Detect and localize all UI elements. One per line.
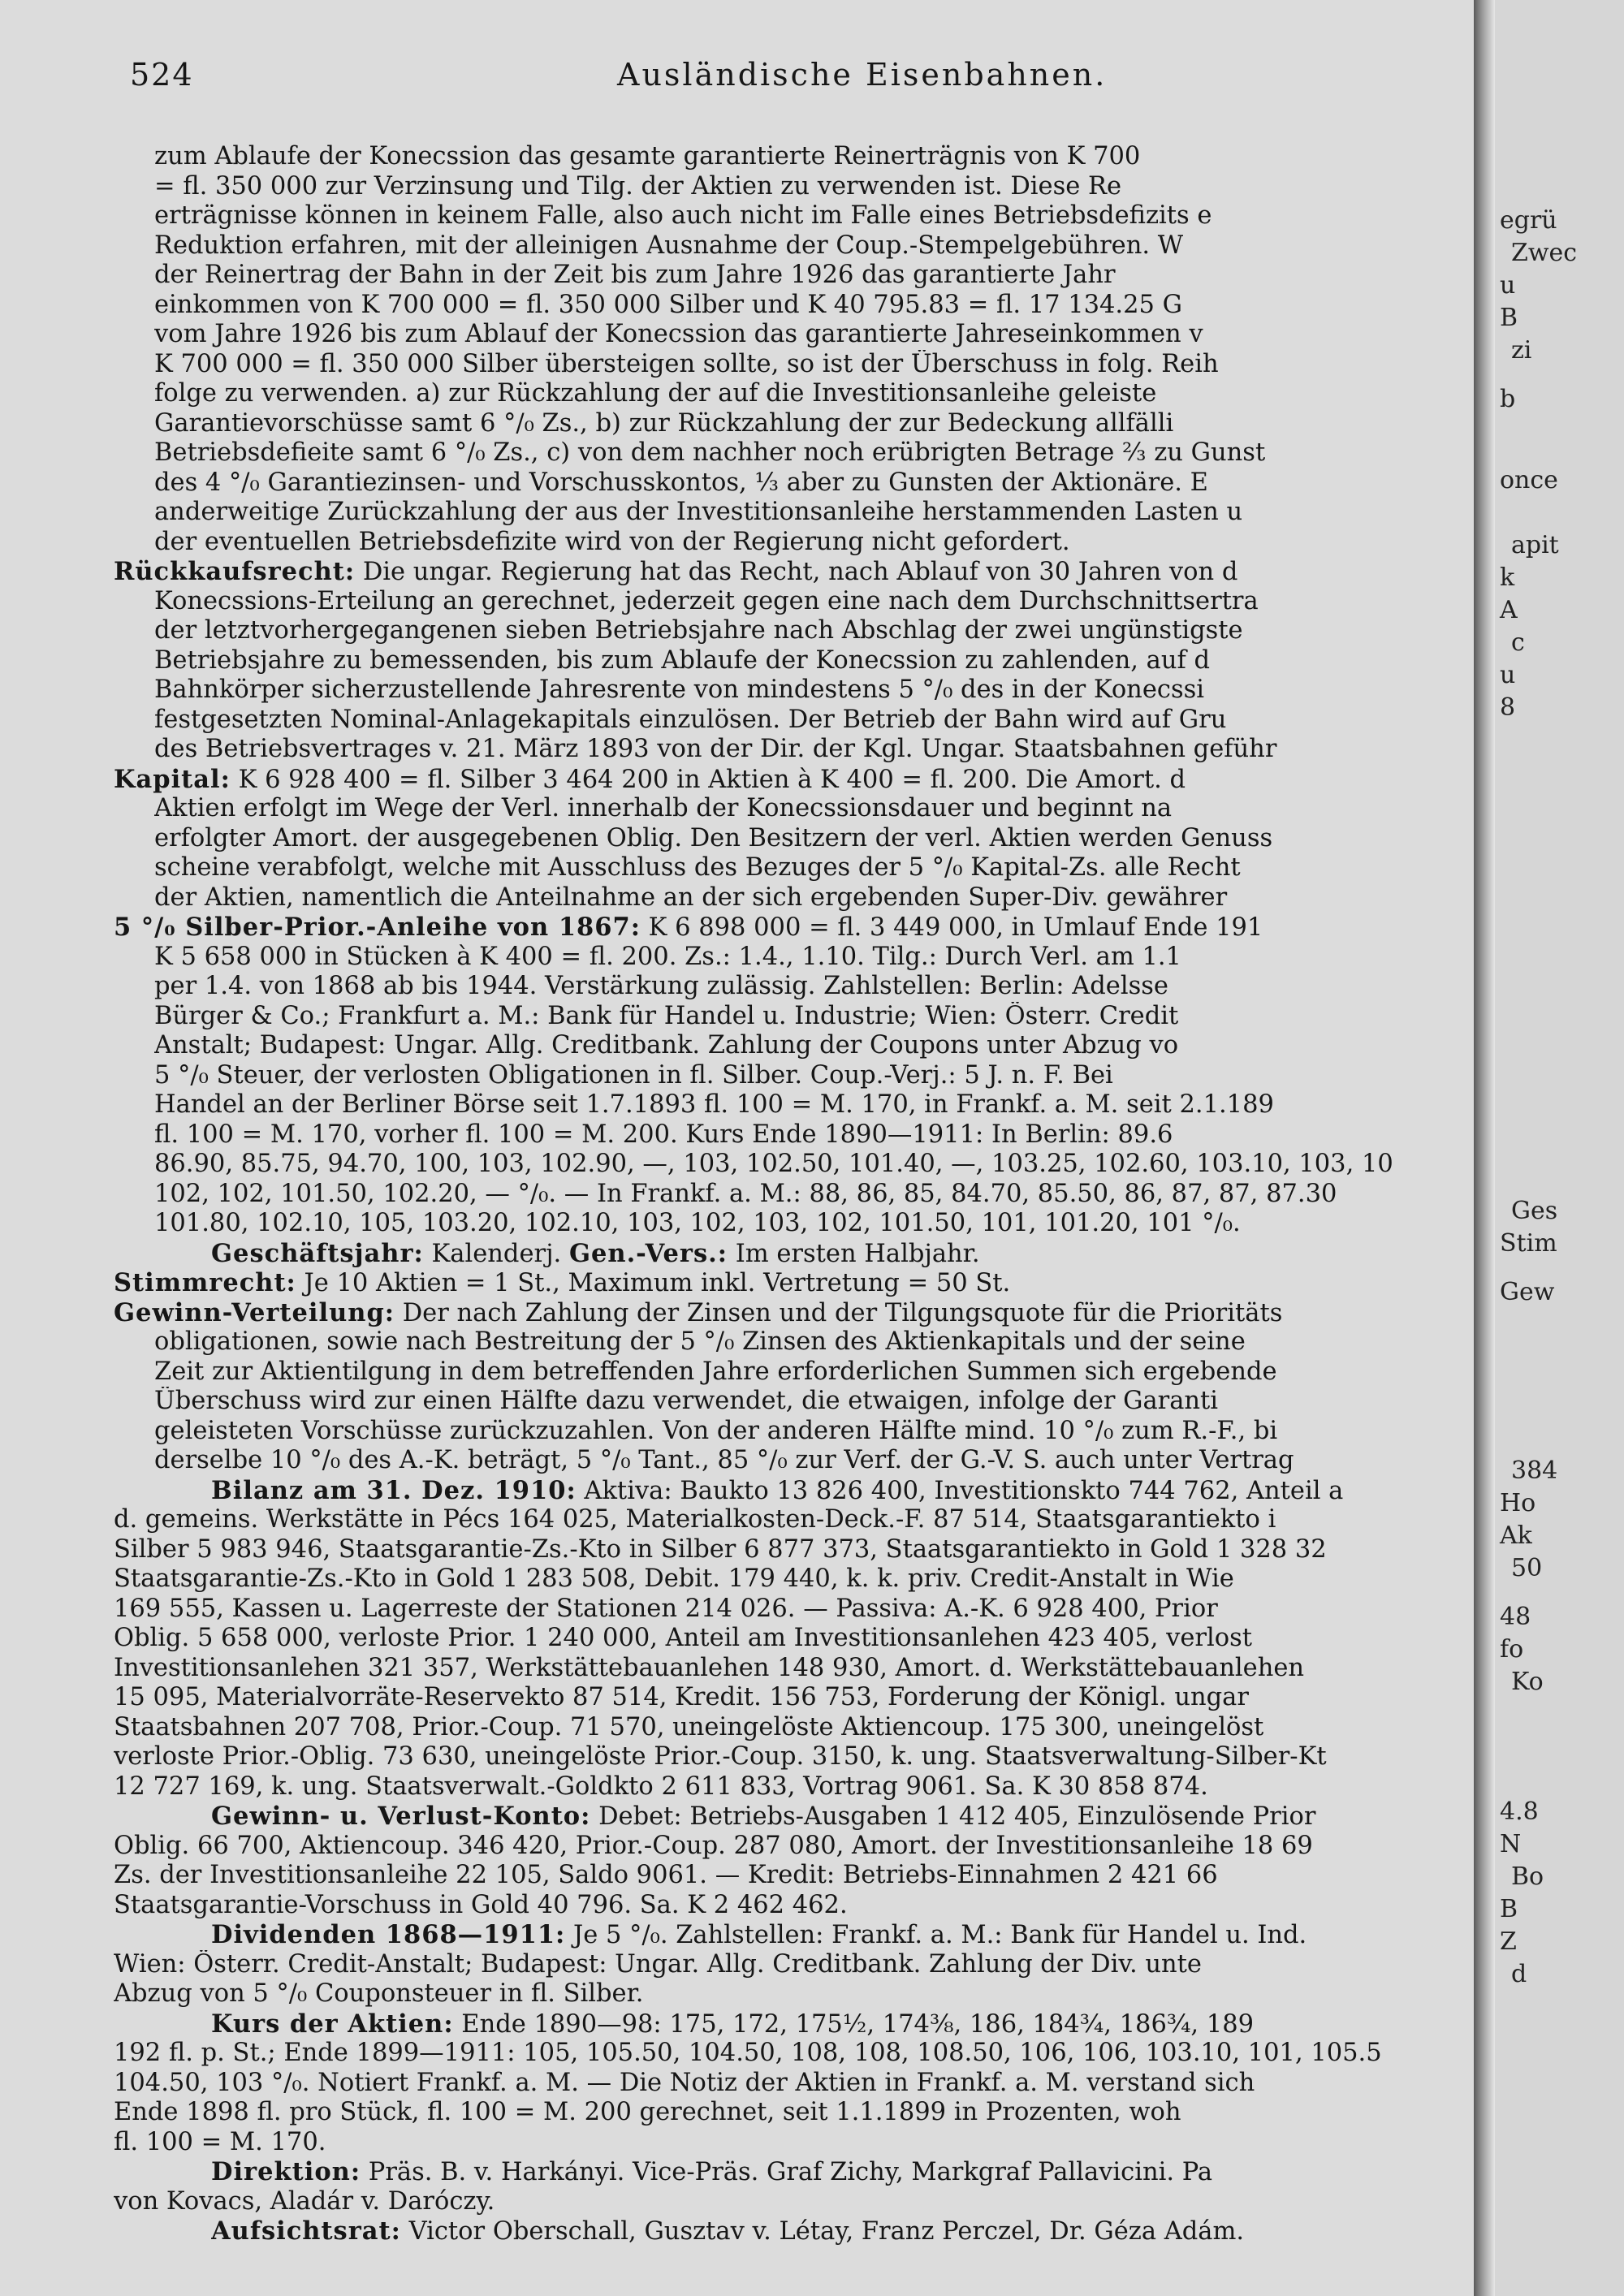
entry-text: Konecssions-Erteilung an gerechnet, jederzeit gegen eine nach dem Durchschnittsertra [154,586,1259,615]
page-number: 524 [130,57,194,93]
text-line [114,1535,1474,1565]
entry-label: Direktion: [211,2157,361,2186]
entry-text: Reduktion erfahren, mit der alleinigen Ausnahme der Coup.-Stempelgebühren. W [154,231,1184,260]
text-line [114,1298,1474,1328]
text-line [154,587,1474,617]
text-line [154,706,1474,736]
text-line [154,1209,1474,1239]
text-line [154,616,1474,646]
text-line [114,1950,1474,1980]
text-line [114,1832,1474,1862]
text-line [211,2009,1474,2039]
entry-text: Betriebsdefieite samt 6 °/₀ Zs., c) von dem nachher noch erübrigten Betrage ²⁄₃ zu Gunst [154,438,1266,467]
text-line [154,972,1474,1002]
text-line [154,379,1474,409]
adjacent-page-text: apit [1511,531,1559,559]
text-line [114,1683,1474,1713]
text-line [154,291,1474,321]
text-line [154,883,1474,913]
text-line [114,1268,1474,1298]
entry-text: des Betriebsvertrages v. 21. März 1893 von der Dir. der Kgl. Ungar. Staatsbahnen geführ [154,735,1277,763]
adjacent-page-text: once [1500,466,1558,494]
entry-text: von Kovacs, Aladár v. Daróczy. [114,2186,495,2216]
entry-text: 169 555, Kassen u. Lagerreste der Stationen 214 026. — Passiva: A.-K. 6 928 400, Prior [114,1594,1218,1623]
text-line [154,261,1474,291]
text-line [211,1476,1474,1506]
entry-text: Kalenderj. [423,1239,569,1268]
adjacent-page-text: b [1500,385,1516,413]
entry-text: Staatsgarantie-Vorschuss in Gold 40 796. Sa. K 2 462 462. [114,1890,848,1919]
text-line [154,498,1474,528]
text-line [154,1357,1474,1388]
entry-text: des 4 °/₀ Garantiezinsen- und Vorschusskontos, ¹⁄₃ aber zu Gunsten der Aktionäre. E [154,468,1208,497]
entry-text: einkommen von K 700 000 = fl. 350 000 Silber und K 40 795.83 = fl. 17 134.25 G [154,290,1182,319]
adjacent-page-text: Bo [1511,1862,1544,1891]
adjacent-page-text: u [1500,661,1516,689]
entry-text: Aktien erfolgt im Wege der Verl. innerhalb der Konecssionsdauer und beginnt na [154,794,1173,822]
text-line [154,468,1474,498]
text-line [154,1031,1474,1061]
text-line [114,2039,1474,2069]
body-text [114,142,1474,2246]
entry-text: der Reinertrag der Bahn in der Zeit bis zum Jahre 1926 das garantierte Jahr [154,261,1116,289]
entry-text: Zs. der Investitionsanleihe 22 105, Saldo 9061. — Kredit: Betriebs-Einnahmen 2 421 66 [114,1861,1218,1889]
entry-label: Kurs der Aktien: [211,2009,454,2039]
text-line [114,1564,1474,1595]
entry-text: K 5 658 000 in Stücken à K 400 = fl. 200. Zs.: 1.4., 1.10. Tilg.: Durch Verl. am 1.1 [154,942,1181,971]
text-line [114,2187,1474,2217]
adjacent-page-text: Ho [1500,1489,1536,1517]
entry-text: Investitionsanlehen 321 357, Werkstättebauanlehen 148 930, Amort. d. Werkstättebauanlehen [114,1653,1305,1682]
text-line [211,1239,1474,1269]
entry-text: K 700 000 = fl. 350 000 Silber übersteigen sollte, so ist der Überschuss in folg. Reih [154,349,1219,378]
page-header [130,57,1429,97]
entry-text: Oblig. 66 700, Aktiencoup. 346 420, Prior.-Coup. 287 080, Amort. der Investitionsanleihe 18 69 [114,1831,1313,1860]
text-line [211,2216,1474,2246]
entry-text: 15 095, Materialvorräte-Reservekto 87 514, Kredit. 156 753, Forderung der Königl. ungar [114,1683,1249,1711]
entry-text: geleisteten Vorschüsse zurückzuzahlen. Von der anderen Hälfte mind. 10 °/₀ zum R.-F., bi [154,1416,1278,1445]
adjacent-page-text: d [1511,1960,1527,1988]
text-line [114,1505,1474,1535]
entry-label: Dividenden 1868—1911: [211,1920,566,1949]
adjacent-page-text: u [1500,271,1516,300]
adjacent-page-text: c [1511,628,1525,657]
entry-text: Zeit zur Aktientilgung in dem betreffenden Jahre erforderlichen Summen sich ergebende [154,1357,1277,1386]
text-line [114,1772,1474,1802]
text-line [114,1742,1474,1772]
entry-text: 86.90, 85.75, 94.70, 100, 103, 102.90, —, 103, 102.50, 101.40, —, 103.25, 102.60, 103.10, 103, 10 [154,1150,1393,1178]
entry-label: Gewinn-Verteilung: [114,1297,395,1327]
entry-label: Kapital: [114,764,231,794]
entry-text: Debet: Betriebs-Ausgaben 1 412 405, Einzulösende Prior [590,1802,1316,1831]
entry-text: Abzug von 5 °/₀ Couponsteuer in fl. Silber. [114,1979,644,2008]
entry-text: K 6 898 000 = fl. 3 449 000, in Umlauf Ende 191 [640,913,1263,942]
entry-text: Überschuss wird zur einen Hälfte dazu verwendet, die etwaigen, infolge der Garanti [154,1387,1219,1415]
text-line [154,1417,1474,1447]
text-line [114,2069,1474,2099]
entry-text: Der nach Zahlung der Zinsen und der Tilgungsquote für die Prioritäts [395,1298,1283,1327]
entry-text: Staatsbahnen 207 708, Prior.-Coup. 71 570, uneingelöste Aktiencoup. 175 300, uneingelöst [114,1712,1264,1741]
text-line [154,172,1474,202]
text-line [154,320,1474,350]
adjacent-page-text: egrü [1500,206,1557,235]
entry-text: Wien: Österr. Credit-Anstalt; Budapest: Ungar. Allg. Creditbank. Zahlung der Div. unte [114,1949,1202,1979]
running-title: Ausländische Eisenbahnen. [617,57,1108,93]
entry-text: derselbe 10 °/₀ des A.-K. beträgt, 5 °/₀ Tant., 85 °/₀ zur Verf. der G.-V. S. auch unter Vertrag [154,1446,1294,1474]
text-line [154,1387,1474,1417]
adjacent-page-text: B [1500,304,1518,332]
text-line [154,675,1474,706]
entry-text: 102, 102, 101.50, 102.20, — °/₀. — In Frankf. a. M.: 88, 86, 85, 84.70, 85.50, 86, 87, 87, 87.30 [154,1179,1337,1208]
text-line [154,794,1474,824]
entry-text: Handel an der Berliner Börse seit 1.7.1893 fl. 100 = M. 170, in Frankf. a. M. seit 2.1.189 [154,1090,1274,1119]
text-line [114,1595,1474,1625]
entry-text: der Aktien, namentlich die Anteilnahme an der sich ergebenden Super-Div. gewährer [154,883,1228,912]
entry-text: Oblig. 5 658 000, verloste Prior. 1 240 000, Anteil am Investitionsanlehen 423 405, verlost [114,1624,1253,1652]
text-line [154,1180,1474,1210]
text-line [114,1654,1474,1684]
text-line [114,2098,1474,2128]
entry-label: Stimmrecht: [114,1268,296,1297]
entry-text: Bahnkörper sicherzustellende Jahresrente von mindestens 5 °/₀ des in der Konecssi [154,675,1205,704]
text-line [154,528,1474,558]
text-line [154,1061,1474,1091]
entry-label: Geschäftsjahr: [211,1238,424,1268]
entry-text: anderweitige Zurückzahlung der aus der Investitionsanleihe herstammenden Lasten u [154,498,1243,526]
text-line [114,1624,1474,1654]
text-line [154,943,1474,973]
entry-text: = fl. 350 000 zur Verzinsung und Tilg. der Aktien zu verwenden ist. Diese Re [154,171,1122,201]
entry-text: vom Jahre 1926 bis zum Ablauf der Konecssion das garantierte Jahreseinkommen v [154,320,1203,348]
entry-text: 101.80, 102.10, 105, 103.20, 102.10, 103, 102, 103, 102, 101.50, 101, 101.20, 101 °/₀. [154,1209,1241,1237]
adjacent-page-text: k [1500,563,1515,592]
entry-text: verloste Prior.-Oblig. 73 630, uneingelöste Prior.-Coup. 3150, k. ung. Staatsverwaltung-Silber-Kt [114,1742,1327,1771]
text-line [154,438,1474,468]
entry-text: 12 727 169, k. ung. Staatsverwalt.-Goldkto 2 611 833, Vortrag 9061. Sa. K 30 858 874. [114,1772,1208,1801]
entry-text: erfolgter Amort. der ausgegebenen Oblig. Den Besitzern der verl. Aktien werden Genuss [154,823,1273,852]
entry-text: Silber 5 983 946, Staatsgarantie-Zs.-Kto in Silber 6 877 373, Staatsgarantiekto in Gold 1 328 32 [114,1534,1327,1564]
entry-text: folge zu verwenden. a) zur Rückzahlung der auf die Investitionsanleihe geleiste [154,379,1157,408]
text-line [114,2128,1474,2158]
text-line [154,231,1474,261]
text-line [114,765,1474,795]
entry-label: 5 °/₀ Silber-Prior.-Anleihe von 1867: [114,913,641,942]
entry-text: 104.50, 103 °/₀. Notiert Frankf. a. M. — Die Notiz der Aktien in Frankf. a. M. verstand sich [114,2068,1255,2097]
entry-text: per 1.4. von 1868 ab bis 1944. Verstärkung zulässig. Zahlstellen: Berlin: Adelsse [154,972,1168,1000]
adjacent-page-text: N [1500,1830,1522,1858]
entry-text: scheine verabfolgt, welche mit Ausschluss des Bezuges der 5 °/₀ Kapital-Zs. alle Recht [154,853,1241,882]
text-line [154,1002,1474,1032]
entry-label: Aufsichtsrat: [211,2216,401,2246]
text-line [154,1327,1474,1357]
adjacent-page-text: 4.8 [1500,1798,1539,1826]
entry-text: Im ersten Halbjahr. [728,1239,980,1268]
entry-text: der letztvorhergegangenen sieben Betriebsjahre nach Abschlag der zwei ungünstigste [154,616,1243,645]
adjacent-page-text: Gew [1500,1278,1555,1306]
text-line [211,1802,1474,1832]
adjacent-page-text: Z [1500,1927,1517,1956]
entry-text: obligationen, sowie nach Bestreitung der 5 °/₀ Zinsen des Aktienkapitals und der seine [154,1327,1246,1356]
text-line [114,1979,1474,2009]
text-line [211,2157,1474,2187]
entry-text: d. gemeins. Werkstätte in Pécs 164 025, Materialkosten-Deck.-F. 87 514, Staatsgarantiekto i [114,1505,1276,1534]
entry-text: K 6 928 400 = fl. Silber 3 464 200 in Aktien à K 400 = fl. 200. Die Amort. d [230,765,1186,794]
text-line [114,1861,1474,1891]
entry-label: Gewinn- u. Verlust-Konto: [211,1802,591,1831]
entry-label: Bilanz am 31. Dez. 1910: [211,1475,577,1505]
adjacent-page-text: Stim [1500,1229,1557,1258]
adjacent-page-text: 8 [1500,693,1516,722]
adjacent-page-text: fo [1500,1635,1524,1664]
adjacent-page-text: B [1500,1895,1518,1923]
adjacent-page-fragment [1495,0,1624,2296]
text-line [154,735,1474,765]
adjacent-page-text: Zwec [1511,239,1578,267]
text-line [154,142,1474,172]
entry-text: fl. 100 = M. 170, vorher fl. 100 = M. 200. Kurs Ende 1890—1911: In Berlin: 89.6 [154,1120,1173,1149]
entry-text: erträgnisse können in keinem Falle, also auch nicht im Falle eines Betriebsdefizits e [154,201,1212,230]
adjacent-page-text: 384 [1511,1457,1558,1485]
text-line [154,824,1474,854]
text-line [114,557,1474,587]
text-line [154,1090,1474,1120]
entry-text: Je 10 Aktien = 1 St., Maximum inkl. Vertretung = 50 St. [296,1269,1011,1297]
entry-text: Victor Oberschall, Gusztav v. Létay, Franz Perczel, Dr. Géza Adám. [400,2217,1245,2246]
text-line [154,1120,1474,1150]
text-line [154,646,1474,676]
entry-text: Anstalt; Budapest: Ungar. Allg. Creditbank. Zahlung der Coupons unter Abzug vo [154,1031,1179,1060]
entry-text: Betriebsjahre zu bemessenden, bis zum Ablaufe der Konecssion zu zahlenden, auf d [154,645,1210,675]
entry-text: Garantievorschüsse samt 6 °/₀ Zs., b) zur Rückzahlung der zur Bedeckung allfälli [154,408,1174,438]
text-line [154,350,1474,380]
entry-text: Bürger & Co.; Frankfurt a. M.: Bank für Handel u. Industrie; Wien: Österr. Credit [154,1001,1179,1030]
adjacent-page-text: zi [1511,336,1532,365]
text-line [154,201,1474,231]
adjacent-page-text: 48 [1500,1603,1531,1631]
adjacent-page-text: A [1500,596,1518,624]
adjacent-page-text: Ak [1500,1521,1532,1550]
text-line [114,1891,1474,1921]
entry-text: 5 °/₀ Steuer, der verlosten Obligationen in fl. Silber. Coup.-Verj.: 5 J. n. F. Bei [154,1060,1113,1090]
text-line [211,1920,1474,1950]
entry-label: Rückkaufsrecht: [114,557,356,586]
text-line [154,1150,1474,1180]
entry-text: der eventuellen Betriebsdefizite wird von der Regierung nicht gefordert. [154,527,1070,556]
entry-text: Die ungar. Regierung hat das Recht, nach Ablauf von 30 Jahren von d [355,558,1238,586]
adjacent-page-text: 50 [1511,1554,1543,1582]
entry-text: Ende 1898 fl. pro Stück, fl. 100 = M. 200 gerechnet, seit 1.1.1899 in Prozenten, woh [114,2098,1181,2126]
text-line [154,1446,1474,1476]
entry-text: Ende 1890—98: 175, 172, 175¹⁄₂, 174³⁄₈, 186, 184³⁄₄, 186³⁄₄, 189 [453,2009,1255,2039]
text-line [154,409,1474,439]
entry-text: Präs. B. v. Harkányi. Vice-Präs. Graf Zichy, Markgraf Pallavicini. Pa [361,2158,1213,2186]
entry-text: Aktiva: Baukto 13 826 400, Investitionskto 744 762, Anteil a [576,1476,1344,1505]
entry-text: zum Ablaufe der Konecssion das gesamte garantierte Reinerträgnis von K 700 [154,142,1141,170]
entry-text: festgesetzten Nominal-Anlagekapitals einzulösen. Der Betrieb der Bahn wird auf Gru [154,705,1227,734]
entry-text: fl. 100 = M. 170. [114,2127,326,2156]
entry-text: Staatsgarantie-Zs.-Kto in Gold 1 283 508, Debit. 179 440, k. k. priv. Credit-Anstalt in Wie [114,1564,1234,1593]
text-line [114,913,1474,943]
text-line [114,1713,1474,1743]
page-gutter [1474,0,1495,2296]
entry-label: Gen.-Vers.: [568,1238,728,1268]
adjacent-page-text: Ges [1511,1197,1558,1225]
entry-text: Je 5 °/₀. Zahlstellen: Frankf. a. M.: Bank für Handel u. Ind. [565,1921,1307,1949]
entry-text: 192 fl. p. St.; Ende 1899—1911: 105, 105.50, 104.50, 108, 108, 108.50, 106, 106, 103.10, 101, 105.5 [114,2039,1382,2067]
adjacent-page-text: Ko [1511,1668,1544,1696]
text-line [154,853,1474,883]
